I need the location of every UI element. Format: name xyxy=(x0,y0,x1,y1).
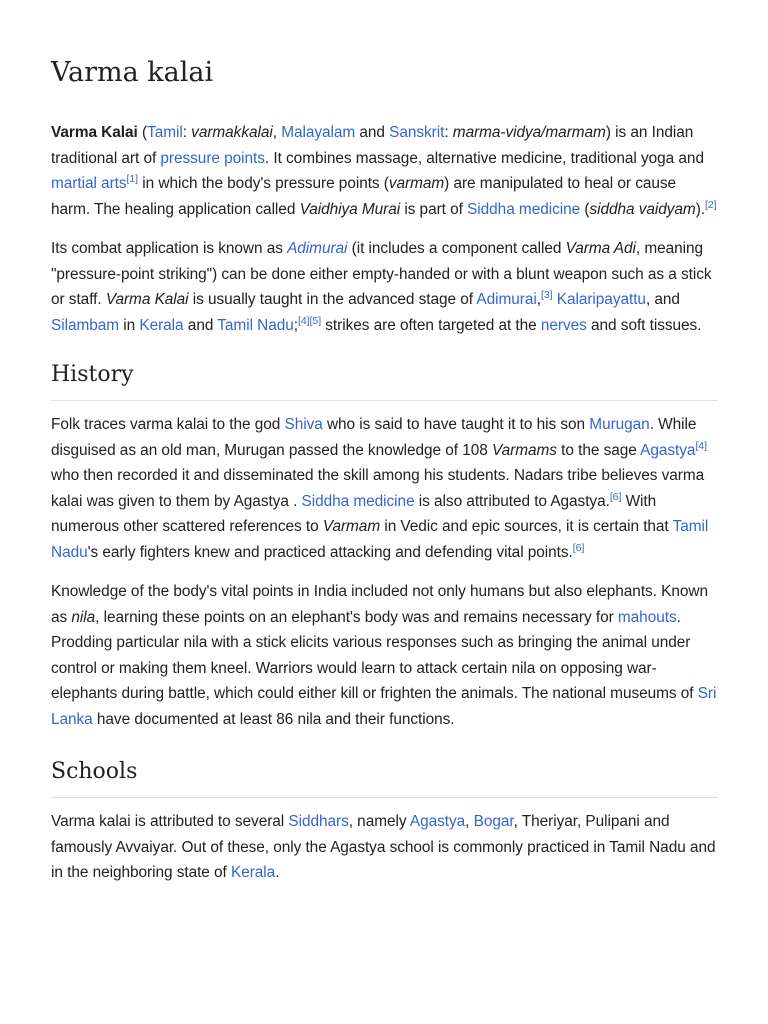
link-siddha-medicine[interactable]: Siddha medicine xyxy=(467,200,581,218)
italic-term: Vaidhiya Murai xyxy=(299,200,401,218)
link-kerala[interactable]: Kerala xyxy=(139,316,184,334)
schools-paragraph-1 xyxy=(51,809,718,886)
citation-link-2[interactable]: [2] xyxy=(705,198,717,211)
link-pressure-points[interactable]: pressure points xyxy=(160,149,265,167)
link-agastya[interactable]: Agastya xyxy=(640,441,696,459)
text: , namely xyxy=(348,813,410,830)
text: 's early fighters knew and practiced attacking and defending vital points. xyxy=(87,543,573,561)
link-siddha-medicine[interactable]: Siddha medicine xyxy=(301,492,415,510)
text: . While disguised as an old man, Murugan passed the knowledge of 108 xyxy=(51,416,697,459)
citation-link-4[interactable]: [4] xyxy=(298,314,310,327)
text: is part of xyxy=(400,200,468,218)
text: (it includes a component called xyxy=(347,240,566,257)
text: , meaning "pressure-point striking") can be done either empty-handed or with a blunt weapon such as a stick or staff. xyxy=(51,240,712,308)
section-heading-history: History xyxy=(51,360,718,401)
text: , xyxy=(465,813,474,830)
citation-ref xyxy=(573,541,585,553)
text: ; xyxy=(293,316,298,334)
italic-term: nila xyxy=(71,608,96,626)
italic-term: Varma Kalai xyxy=(105,291,189,308)
text: Varma kalai is attributed to several xyxy=(51,813,289,830)
citation-ref xyxy=(541,289,553,301)
section-history xyxy=(51,360,718,746)
link-tamil[interactable]: Tamil xyxy=(147,124,183,141)
link-murugan[interactable]: Murugan xyxy=(589,416,650,433)
text: , xyxy=(536,291,541,308)
text: Knowledge of the body's vital points in India included not only humans but also elephants. Known as xyxy=(51,583,708,626)
text: With numerous other scattered references to xyxy=(51,492,657,535)
link-sanskrit[interactable]: Sanskrit xyxy=(389,124,445,141)
italic-term: Varmam xyxy=(322,518,381,535)
citation-link-6[interactable]: [6] xyxy=(609,490,622,503)
text: in Vedic and epic sources, it is certain that xyxy=(380,518,673,535)
text: , Theriyar, Pulipani and famously Avvaiyar. Out of these, only the Agastya school is commonly practiced in Tamil Nadu and in the neighboring state of xyxy=(51,813,716,881)
text: ( xyxy=(137,124,148,141)
intro-paragraph-1 xyxy=(51,120,718,222)
text: in which the body's pressure points ( xyxy=(138,175,389,192)
italic-term: varmakkalai xyxy=(191,124,273,141)
italic-term: marma-vidya/marmam xyxy=(452,124,606,141)
text: is usually taught in the advanced stage of xyxy=(188,291,477,308)
citation-ref xyxy=(610,490,622,502)
text: , learning these points on an elephant's body was and remains necessary for xyxy=(95,608,618,626)
section-body xyxy=(51,401,718,732)
text: Folk traces varma kalai to the god xyxy=(51,416,285,433)
italic-term: varmam xyxy=(388,175,445,192)
text: who then recorded it and disseminated the skill among his students. Nadars tribe believes varma kalai was given to them by Agastya . xyxy=(51,467,705,510)
text: . It combines massage, alternative medicine, traditional yoga and xyxy=(264,149,704,167)
text: , and xyxy=(645,291,680,308)
text: ( xyxy=(580,200,590,218)
history-paragraph-1 xyxy=(51,412,718,565)
section-schools xyxy=(51,757,718,900)
link-tamil-nadu[interactable]: Tamil Nadu xyxy=(51,518,709,561)
lead-section xyxy=(51,120,718,352)
italic-term: siddha vaidyam xyxy=(589,200,696,218)
text: strikes are often targeted at the xyxy=(321,316,541,334)
page-title: Varma kalai xyxy=(51,57,214,88)
intro-paragraph-2 xyxy=(51,236,718,338)
citation-ref xyxy=(127,173,139,185)
citation-link-3[interactable]: [3] xyxy=(540,288,553,301)
italic-term: Varmams xyxy=(492,441,557,459)
link-agastya[interactable]: Agastya xyxy=(409,813,466,830)
link-adimurai[interactable]: Adimurai xyxy=(287,240,348,257)
link-sri-lanka[interactable]: Sri Lanka xyxy=(51,685,717,728)
text: who is said to have taught it to his son xyxy=(322,416,590,433)
text: , xyxy=(272,124,282,141)
link-kalaripayattu[interactable]: Kalaripayattu xyxy=(556,291,646,308)
text: ) are manipulated to heal or cause harm. The healing application called xyxy=(51,175,677,218)
citation-link-6[interactable]: [6] xyxy=(572,541,585,554)
text: ) is an Indian traditional art of xyxy=(51,124,694,167)
link-kerala[interactable]: Kerala xyxy=(231,864,276,881)
link-nerves[interactable]: nerves xyxy=(540,316,587,334)
text: : xyxy=(182,124,192,141)
text: have documented at least 86 nila and their functions. xyxy=(92,710,455,728)
link-adimurai[interactable]: Adimurai xyxy=(476,291,537,308)
section-heading-schools: Schools xyxy=(51,757,718,798)
history-paragraph-2 xyxy=(51,579,718,732)
link-mahouts[interactable]: mahouts xyxy=(617,608,677,626)
text: to the sage xyxy=(556,441,641,459)
citation-link-1[interactable]: [1] xyxy=(126,172,139,185)
link-malayalam[interactable]: Malayalam xyxy=(281,124,356,141)
citation-link-4[interactable]: [4] xyxy=(695,439,707,452)
citation-ref xyxy=(695,439,707,451)
text: : xyxy=(444,124,453,141)
text: . Prodding particular nila with a stick elicits various responses such as bringing the animal under control or making them kneel. Warriors would learn to attack certain nila on opposing war-elephants during battle, which could either kill or frighten the animals. The national museums of xyxy=(51,608,698,702)
link-silambam[interactable]: Silambam xyxy=(51,316,120,334)
text: Its combat application is known as xyxy=(51,240,288,257)
text: ). xyxy=(695,200,705,218)
citation-ref xyxy=(298,314,321,326)
text: . xyxy=(275,864,280,881)
bold-term: Varma Kalai xyxy=(51,124,138,141)
citation-ref xyxy=(705,198,717,210)
link-tamil-nadu[interactable]: Tamil Nadu xyxy=(217,316,294,334)
link-siddhars[interactable]: Siddhars xyxy=(288,813,349,830)
link-shiva[interactable]: Shiva xyxy=(284,416,323,433)
text: in xyxy=(119,316,140,334)
text: is also attributed to Agastya. xyxy=(414,492,610,510)
section-body xyxy=(51,798,718,886)
text: and soft tissues. xyxy=(586,316,702,334)
text: and xyxy=(183,316,218,334)
citation-link-5[interactable]: [5] xyxy=(309,314,322,327)
link-bogar[interactable]: Bogar xyxy=(473,813,514,830)
italic-term: Varma Adi xyxy=(565,240,636,257)
text: and xyxy=(355,124,390,141)
link-martial-arts[interactable]: martial arts xyxy=(51,175,127,192)
